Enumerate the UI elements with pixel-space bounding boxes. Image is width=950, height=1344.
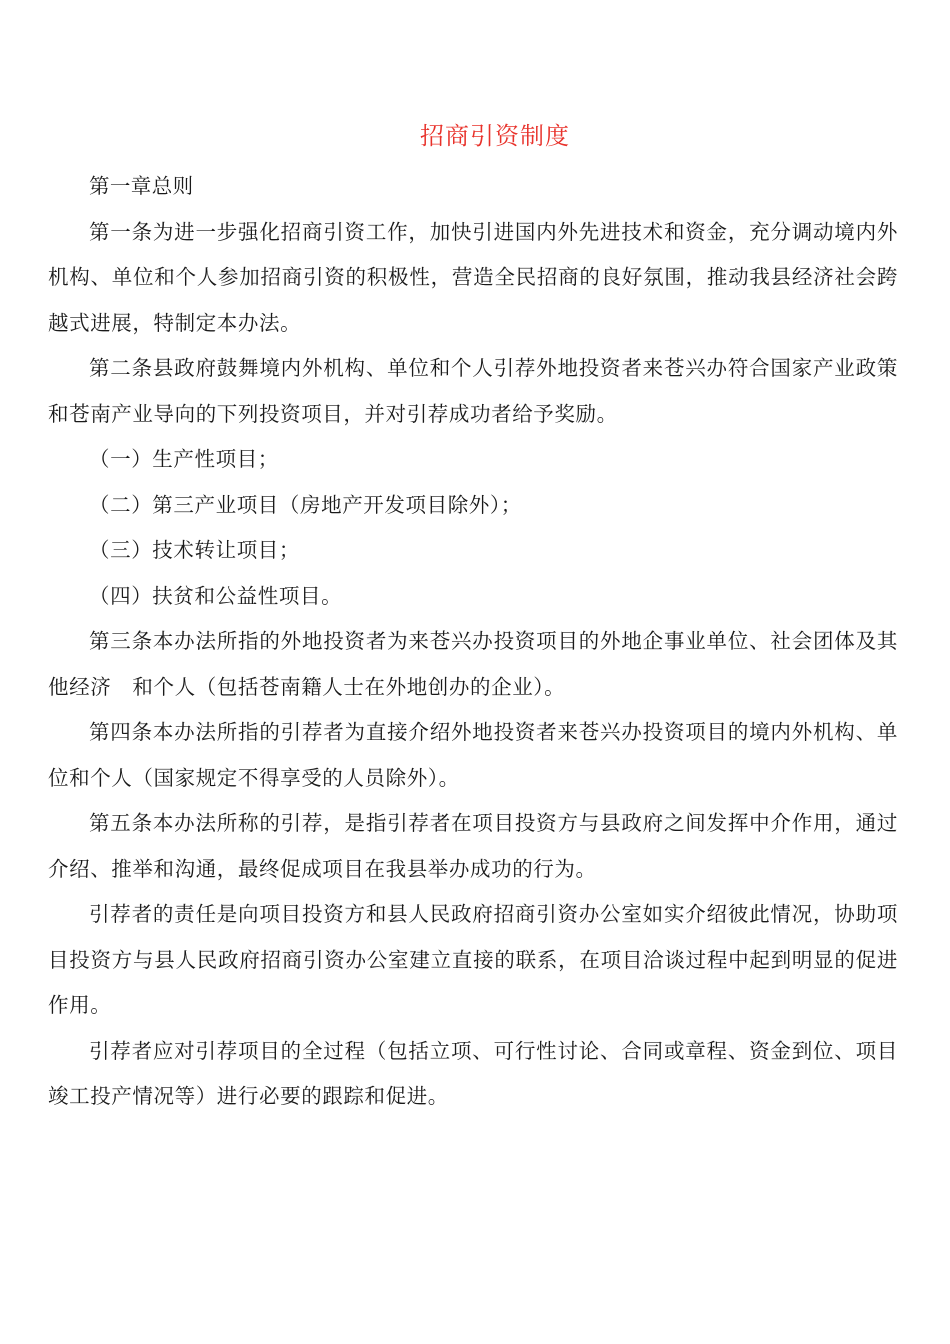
list-item-4: （四）扶贫和公益性项目。 <box>89 583 343 608</box>
document-title: 招商引资制度 <box>420 122 570 150</box>
list-item-3: （三）技术转让项目； <box>89 538 300 562</box>
list-item-2: （二）第三产业项目（房地产开发项目除外）； <box>89 492 522 517</box>
article-5: 第五条本办法所称的引荐，是指引荐者在项目投资方与县政府之间发挥中介作用，通过介绍、推举和沟通，最终促成项目在我县举办成功的行为。 <box>48 811 898 881</box>
article-5-responsibility: 引荐者的责任是向项目投资方和县人民政府招商引资办公室如实介绍彼此情况，协助项目投资方与县人民政府招商引资办公室建立直接的联系，在项目洽谈过程中起到明显的促进作用。 <box>48 902 898 1017</box>
list-item-1: （一）生产性项目； <box>89 447 279 471</box>
document-body <box>48 164 898 1120</box>
article-1: 第一条为进一步强化招商引资工作，加快引进国内外先进技术和资金，充分调动境内外机构、单位和个人参加招商引资的积极性，营造全民招商的良好氛围，推动我县经济社会跨越式进展，特制定本办法。 <box>48 219 898 335</box>
article-2: 第二条县政府鼓舞境内外机构、单位和个人引荐外地投资者来苍兴办符合国家产业政策和苍南产业导向的下列投资项目，并对引荐成功者给予奖励。 <box>48 356 898 426</box>
article-3: 第三条本办法所指的外地投资者为来苍兴办投资项目的外地企事业单位、社会团体及其他经济 和个人（包括苍南籍人士在外地创办的企业）。 <box>48 629 898 699</box>
article-5-tracking: 引荐者应对引荐项目的全过程（包括立项、可行性讨论、合同或章程、资金到位、项目竣工投产情况等）进行必要的跟踪和促进。 <box>48 1038 898 1108</box>
chapter-heading: 第一章总则 <box>89 174 194 198</box>
article-4: 第四条本办法所指的引荐者为直接介绍外地投资者来苍兴办投资项目的境内外机构、单位和个人（国家规定不得享受的人员除外）。 <box>48 720 898 790</box>
